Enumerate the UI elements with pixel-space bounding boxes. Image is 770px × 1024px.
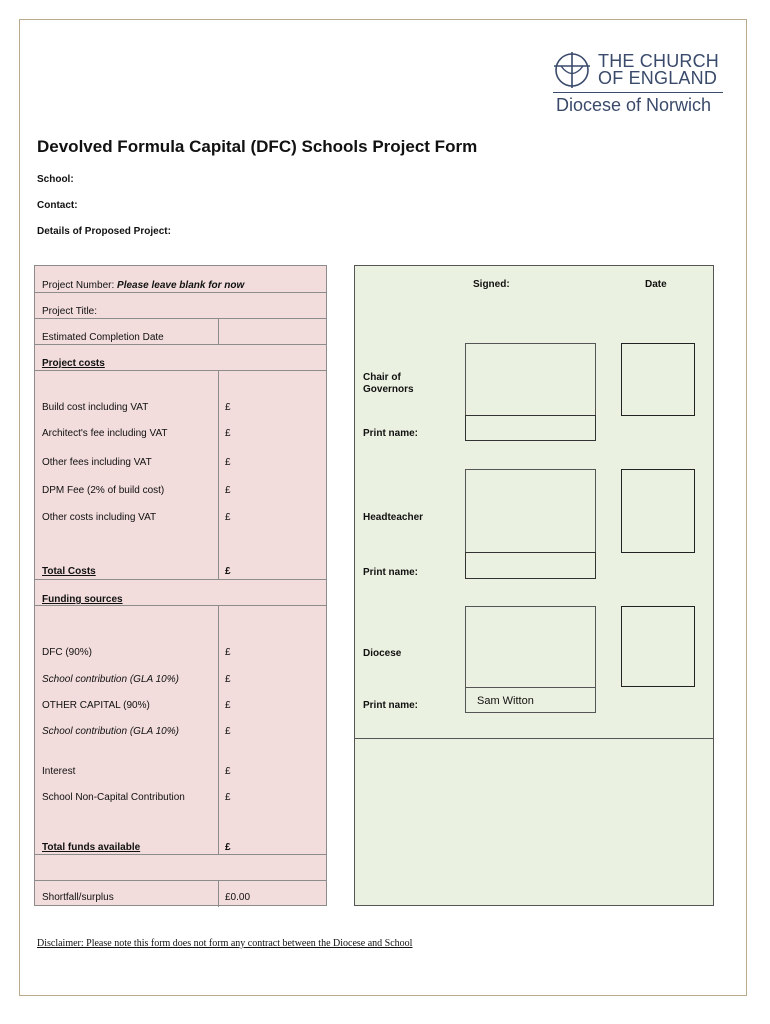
column-divider	[218, 880, 219, 907]
funding-value[interactable]: £	[225, 792, 231, 803]
funding-value[interactable]: £	[225, 766, 231, 777]
funding-value[interactable]: £	[225, 674, 231, 685]
headteacher-date-box[interactable]	[621, 469, 695, 553]
row-divider	[35, 605, 326, 606]
chair-signature-box[interactable]	[465, 343, 596, 416]
cost-value[interactable]: £	[225, 402, 231, 413]
row-divider	[35, 370, 326, 371]
cost-value[interactable]: £	[225, 428, 231, 439]
funding-value[interactable]: £	[225, 647, 231, 658]
row-divider	[35, 292, 326, 293]
logo-divider	[553, 92, 723, 93]
row-divider	[35, 344, 326, 345]
completion-date-label: Estimated Completion Date	[42, 332, 164, 343]
cost-value[interactable]: £	[225, 457, 231, 468]
chair-label-line1: Chair of	[363, 372, 401, 383]
cost-value[interactable]: £	[225, 485, 231, 496]
chair-label-line2: Governors	[363, 384, 414, 395]
funding-value[interactable]: £	[225, 700, 231, 711]
project-number-label: Project Number:	[42, 280, 118, 291]
funding-label: OTHER CAPITAL (90%)	[42, 700, 150, 711]
cost-label: Other fees including VAT	[42, 457, 152, 468]
funding-label: School contribution (GLA 10%)	[42, 674, 179, 685]
diocese-print-name-label: Print name:	[363, 700, 419, 711]
project-details-field[interactable]: Details of Proposed Project:	[37, 226, 171, 237]
panel-divider	[355, 738, 713, 739]
headteacher-print-name-field[interactable]	[465, 552, 596, 579]
project-costs-table	[34, 265, 327, 906]
funding-value[interactable]: £	[225, 726, 231, 737]
signatures-panel	[354, 265, 714, 906]
form-title: Devolved Formula Capital (DFC) Schools Project Form	[37, 137, 478, 156]
total-funds-value: £	[225, 842, 231, 853]
chair-print-name-label: Print name:	[363, 428, 419, 439]
cost-label: Architect's fee including VAT	[42, 428, 168, 439]
column-divider	[218, 318, 219, 344]
shortfall-value: £0.00	[225, 892, 251, 903]
total-funds-label: Total funds available	[42, 842, 141, 853]
project-number-note: Please leave blank for now	[117, 280, 245, 291]
row-divider	[35, 880, 326, 881]
date-header: Date	[645, 279, 667, 290]
chair-print-name-field[interactable]	[465, 415, 596, 441]
logo-text-line1: THE CHURCH	[598, 51, 719, 71]
funding-label: Interest	[42, 766, 76, 777]
row-divider	[35, 854, 326, 855]
diocese-print-name-field[interactable]	[465, 687, 596, 713]
disclaimer-text: Disclaimer: Please note this form does not form any contract between the Diocese and School	[37, 938, 413, 949]
church-of-england-logo	[553, 48, 728, 118]
project-costs-heading: Project costs	[42, 358, 105, 369]
column-divider	[218, 370, 219, 579]
diocese-print-name-value: Sam Witton	[477, 695, 534, 707]
cost-value[interactable]: £	[225, 512, 231, 523]
funding-label: School Non-Capital Contribution	[42, 792, 185, 803]
cost-label: Other costs including VAT	[42, 512, 157, 523]
school-field[interactable]: School:	[37, 174, 74, 185]
total-costs-label: Total Costs	[42, 566, 96, 577]
diocese-signature-box[interactable]	[465, 606, 596, 688]
signed-header: Signed:	[473, 279, 510, 290]
shortfall-label: Shortfall/surplus	[42, 892, 114, 903]
diocese-label: Diocese	[363, 648, 402, 659]
logo-text-line3: Diocese of Norwich	[556, 95, 712, 115]
row-divider	[35, 579, 326, 580]
logo-text-line2: OF ENGLAND	[598, 68, 718, 88]
cost-label: Build cost including VAT	[42, 402, 149, 413]
funding-label: School contribution (GLA 10%)	[42, 726, 179, 737]
headteacher-label: Headteacher	[363, 512, 424, 523]
chair-date-box[interactable]	[621, 343, 695, 416]
cost-label: DPM Fee (2% of build cost)	[42, 485, 165, 496]
funding-label: DFC (90%)	[42, 647, 93, 658]
contact-field[interactable]: Contact:	[37, 200, 78, 211]
total-costs-value: £	[225, 566, 231, 577]
project-title-field[interactable]: Project Title:	[42, 306, 98, 317]
headteacher-signature-box[interactable]	[465, 469, 596, 553]
row-divider	[35, 318, 326, 319]
column-divider	[218, 605, 219, 854]
project-number-field[interactable]	[42, 280, 244, 291]
funding-sources-heading: Funding sources	[42, 594, 123, 605]
diocese-date-box[interactable]	[621, 606, 695, 687]
headteacher-print-name-label: Print name:	[363, 567, 419, 578]
cross-emblem-icon	[553, 51, 591, 89]
